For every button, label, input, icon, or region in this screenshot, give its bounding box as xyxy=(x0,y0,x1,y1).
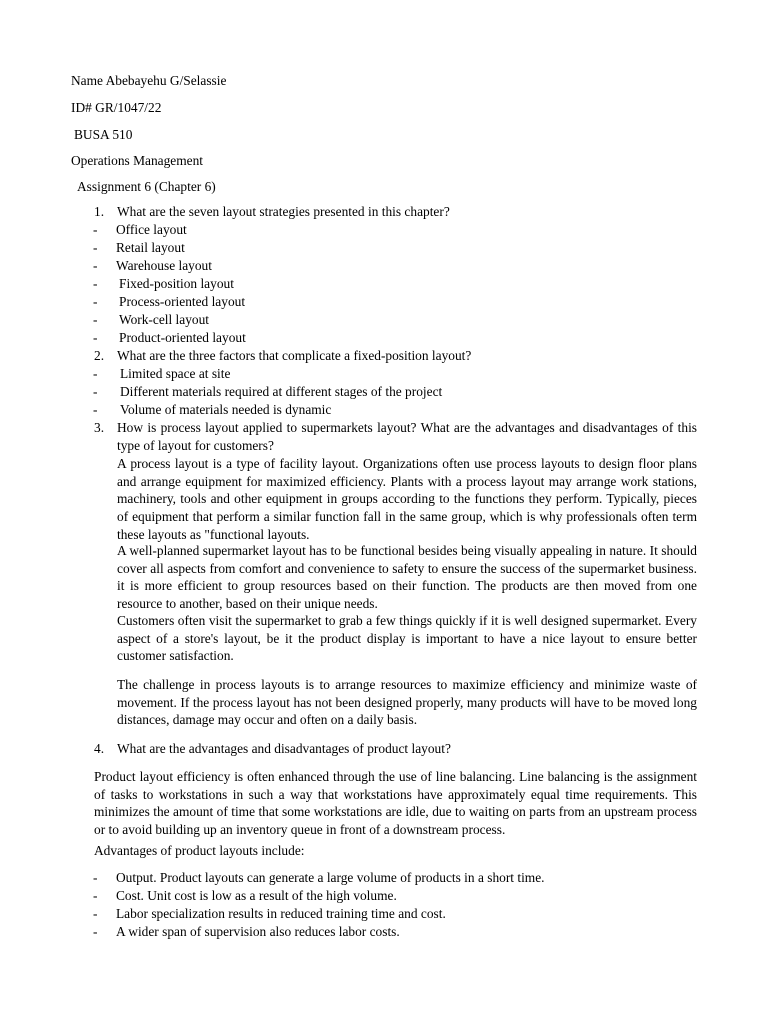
q1-question: What are the seven layout strategies presented in this chapter? xyxy=(117,204,450,219)
bullet-dash: - xyxy=(93,906,98,921)
bullet-dash: - xyxy=(93,258,98,273)
q3-question: How is process layout applied to supermarkets layout? What are the advantages and disadvantages of this type of layout for customers? xyxy=(117,420,697,453)
q1-item: Work-cell layout xyxy=(119,312,210,327)
student-id: ID# GR/1047/22 xyxy=(71,100,162,115)
course-title: Operations Management xyxy=(71,153,204,168)
q3-paragraph-1: A process layout is a type of facility layout. Organizations often use process layouts to design floor plans and arrange equipment for maximized efficiency. Plants with a process layout may arrange work stations, machinery, tools and other equipment in groups according to the functions they perform. Typically, pieces of equipment that perform a similar function fall in the same group, which is why professionals often term these layouts as "functional layouts. xyxy=(117,456,697,542)
q4-paragraph-1: Product layout efficiency is often enhanced through the use of line balancing. Line balancing is the assignment of tasks to workstations in such a way that workstations have approximately equal time requirements. This minimizes the amount of time that some workstations are idle, due to waiting on parts from an upstream process or to avoid building up an inventory queue in front of a downstream process. xyxy=(94,769,697,838)
q1-item: Warehouse layout xyxy=(116,258,212,273)
bullet-dash: - xyxy=(93,330,98,345)
q1-item: Office layout xyxy=(116,222,187,237)
bullet-dash: - xyxy=(93,384,98,399)
student-name: Name Abebayehu G/Selassie xyxy=(71,73,227,88)
advantage-item: Cost. Unit cost is low as a result of the high volume. xyxy=(116,888,397,903)
q1-item: Fixed-position layout xyxy=(119,276,234,291)
assignment-title: Assignment 6 (Chapter 6) xyxy=(77,179,216,194)
bullet-dash: - xyxy=(93,240,98,255)
advantage-item: Labor specialization results in reduced training time and cost. xyxy=(116,906,446,921)
advantage-item: Output. Product layouts can generate a large volume of products in a short time. xyxy=(116,870,545,885)
bullet-dash: - xyxy=(93,312,98,327)
q3-number: 3. xyxy=(94,420,105,435)
advantage-item: A wider span of supervision also reduces labor costs. xyxy=(116,924,400,939)
bullet-dash: - xyxy=(93,366,98,381)
course-code: BUSA 510 xyxy=(74,127,133,142)
bullet-dash: - xyxy=(93,276,98,291)
q3-paragraph-3: Customers often visit the supermarket to grab a few things quickly if it is well designed supermarket. Every aspect of a store's layout, be it the product display is important to have a nice layout to ensure better customer satisfaction. xyxy=(117,613,697,664)
bullet-dash: - xyxy=(93,888,98,903)
bullet-dash: - xyxy=(93,402,98,417)
q2-item: Different materials required at different stages of the project xyxy=(120,384,443,399)
q1-item: Product-oriented layout xyxy=(119,330,246,345)
advantages-heading: Advantages of product layouts include: xyxy=(94,843,305,858)
q2-item: Limited space at site xyxy=(120,366,231,381)
q4-question: What are the advantages and disadvantages of product layout? xyxy=(117,741,451,756)
q4-number: 4. xyxy=(94,741,105,756)
q3-paragraph-2: A well-planned supermarket layout has to be functional besides being visually appealing in nature. It should cover all aspects from comfort and convenience to safety to ensure the success of the supermarket business. it is more efficient to group resources based on their function. The products are then moved from one resource to another, based on their unique needs. xyxy=(117,543,697,612)
q2-question: What are the three factors that complicate a fixed-position layout? xyxy=(117,348,472,363)
q3-paragraph-4: The challenge in process layouts is to arrange resources to maximize efficiency and minimize waste of movement. If the process layout has not been designed properly, many products will have to be moved long distances, damage may occur and often on a daily basis. xyxy=(117,677,697,728)
bullet-dash: - xyxy=(93,870,98,885)
q1-item: Process-oriented layout xyxy=(119,294,246,309)
bullet-dash: - xyxy=(93,222,98,237)
q1-number: 1. xyxy=(94,204,105,219)
bullet-dash: - xyxy=(93,924,98,939)
q2-item: Volume of materials needed is dynamic xyxy=(120,402,332,417)
q1-item: Retail layout xyxy=(116,240,185,255)
q2-number: 2. xyxy=(94,348,105,363)
bullet-dash: - xyxy=(93,294,98,309)
